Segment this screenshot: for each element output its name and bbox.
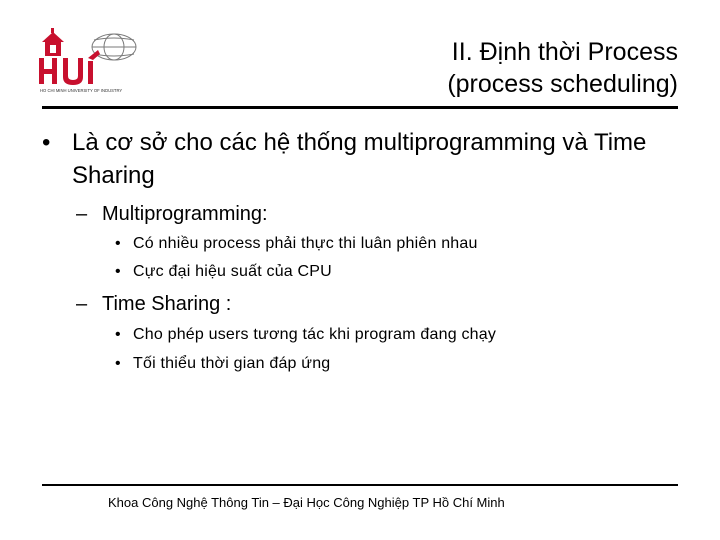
sub-bullet-text: Time Sharing :: [102, 293, 232, 315]
header-divider: [42, 106, 678, 109]
slide-title: [447, 36, 678, 100]
footer-text: Khoa Công Nghệ Thông Tin – Đại Học Công Nghiệp TP Hồ Chí Minh: [108, 495, 505, 510]
list-item: [115, 354, 330, 374]
bullet-main-text: Là cơ sở cho các hệ thống multiprogramming và Time Sharing: [72, 129, 647, 189]
list-item-text: Cực đại hiệu suất của CPU: [133, 263, 332, 280]
list-item: [115, 234, 478, 254]
logo-subtext: HO CHI MINH UNIVERSITY OF INDUSTRY: [40, 88, 123, 93]
bullet-marker: •: [115, 326, 121, 343]
bullet-marker: •: [42, 129, 51, 156]
list-item: [115, 262, 332, 282]
bullet-marker: •: [115, 355, 121, 372]
sub-bullet-multiprogramming: [76, 202, 268, 226]
dash-marker: –: [76, 293, 88, 315]
list-item-text: Tối thiểu thời gian đáp ứng: [133, 355, 331, 372]
list-item-text: Cho phép users tương tác khi program đang chạy: [133, 326, 497, 343]
sub-bullet-text: Multiprogramming:: [102, 203, 268, 225]
bullet-marker: •: [115, 263, 121, 280]
list-item-text: Có nhiều process phải thực thi luân phiên nhau: [133, 235, 478, 252]
hui-logo: [36, 28, 140, 96]
footer-divider: [42, 484, 678, 486]
dash-marker: –: [76, 203, 88, 225]
bullet-main: [42, 126, 682, 192]
bullet-marker: •: [115, 235, 121, 252]
title-line-1: II. Định thời Process: [451, 38, 678, 66]
sub-bullet-time-sharing: [76, 292, 231, 316]
list-item: [115, 325, 496, 345]
logo-graphic: [36, 28, 140, 96]
title-line-2: (process scheduling): [447, 70, 678, 98]
